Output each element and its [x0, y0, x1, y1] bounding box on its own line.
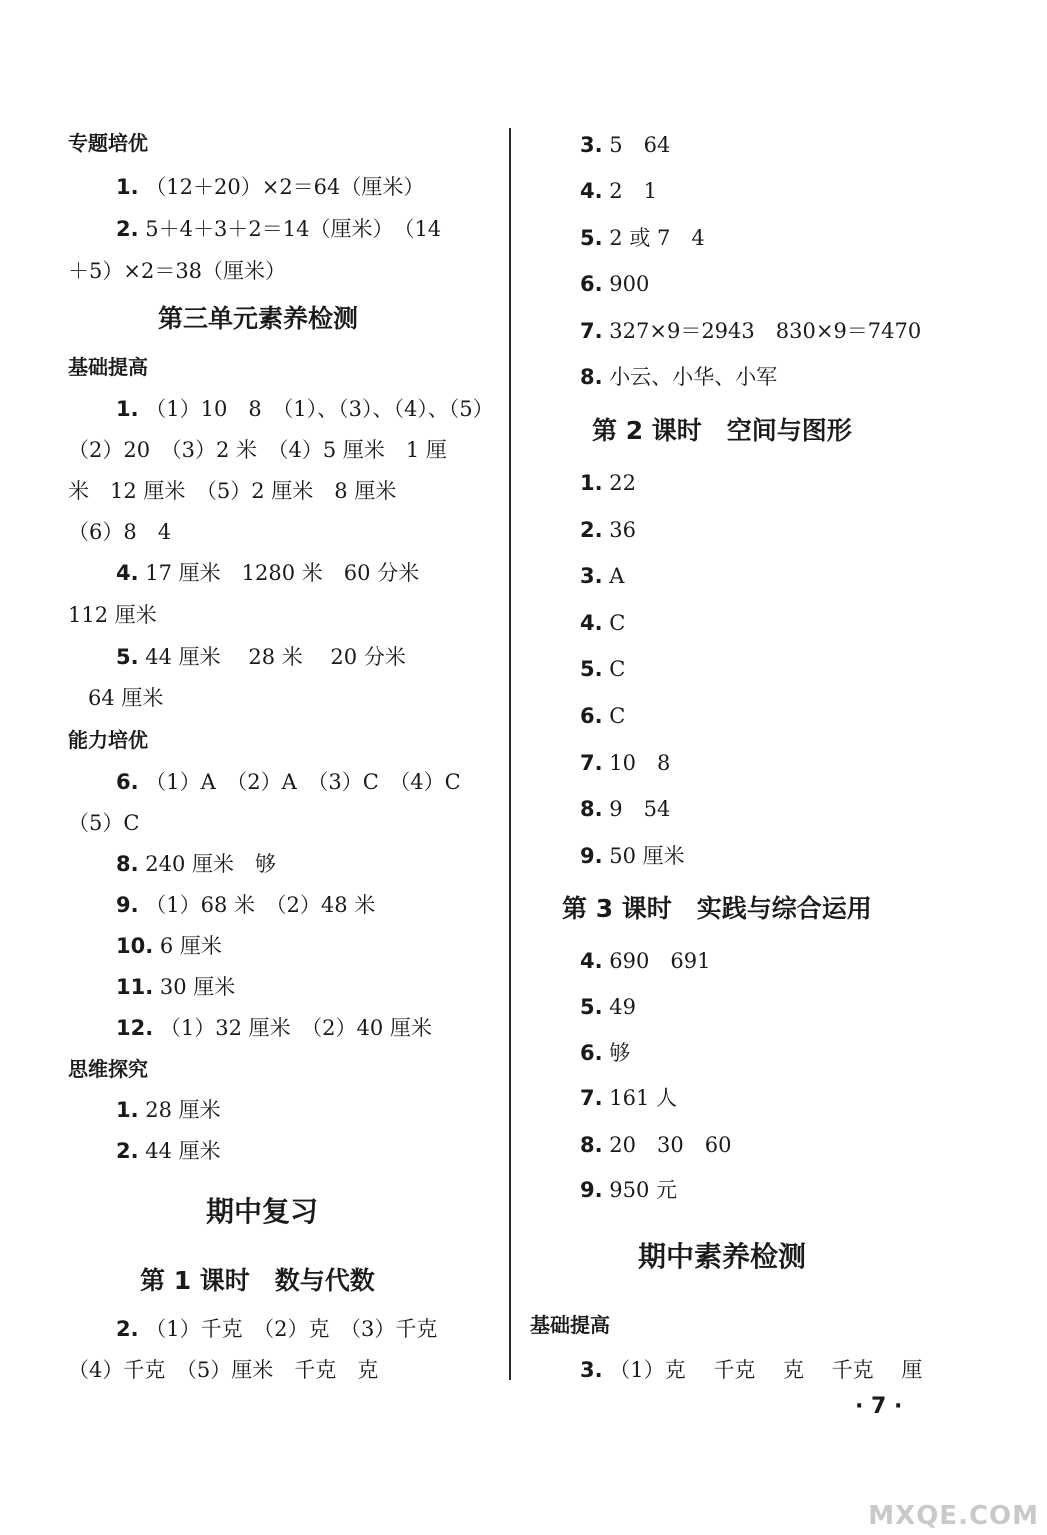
section-label: 能力培优	[68, 728, 148, 752]
answer-line: 12. （1）32 厘米 （2）40 厘米	[116, 1016, 432, 1040]
answer-line: （6）8 4	[68, 520, 172, 544]
answer-line: 9. 950 元	[580, 1178, 678, 1202]
answer-line: 9. （1）68 米 （2）48 米	[116, 893, 376, 917]
column-divider	[509, 128, 511, 1380]
answer-line: 6. 900	[580, 272, 650, 296]
answer-line: 4. 690 691	[580, 949, 711, 973]
lesson-heading: 第 1 课时 数与代数	[140, 1266, 375, 1295]
answer-line: 10. 6 厘米	[116, 934, 222, 958]
answer-line: 3. 5 64	[580, 133, 671, 157]
answer-line: （4）千克 （5）厘米 千克 克	[68, 1358, 379, 1382]
answer-line: 3. （1）克 千克 克 千克 厘	[580, 1358, 923, 1382]
site-watermark: MXQE.COM	[868, 1501, 1039, 1531]
answer-line: （5）C	[68, 811, 140, 835]
answer-line: 8. 9 54	[580, 797, 671, 821]
answer-line: 3. A	[580, 564, 625, 588]
answer-line: 6. 够	[580, 1041, 631, 1065]
answer-line: 8. 小云、小华、小军	[580, 365, 778, 389]
chapter-heading: 期中复习	[206, 1195, 319, 1228]
page-number: · 7 ·	[855, 1394, 903, 1419]
answer-line: 5. 2 或 7 4	[580, 226, 705, 250]
answer-line: 7. 327×9＝2943 830×9＝7470	[580, 319, 922, 343]
answer-line: 11. 30 厘米	[116, 975, 236, 999]
answer-line: 4. 2 1	[580, 179, 658, 203]
answer-line: 4. C	[580, 611, 626, 635]
answer-line: 7. 161 人	[580, 1086, 678, 1110]
answer-line: 2. 44 厘米	[116, 1139, 221, 1163]
answer-line: 1. （12＋20）×2＝64（厘米）	[116, 175, 425, 199]
section-label: 基础提高	[68, 355, 148, 379]
answer-line: 112 厘米	[68, 603, 157, 627]
section-label: 思维探究	[68, 1057, 148, 1081]
answer-line: 8. 240 厘米 够	[116, 852, 277, 876]
answer-line: 1. 28 厘米	[116, 1098, 221, 1122]
answer-line: 2. （1）千克 （2）克 （3）千克	[116, 1317, 438, 1341]
lesson-heading: 第 3 课时 实践与综合运用	[562, 894, 872, 923]
chapter-heading: 期中素养检测	[638, 1240, 807, 1273]
answer-line: 5. 49	[580, 995, 637, 1019]
answer-line: 1. 22	[580, 471, 637, 495]
answer-line: （2）20 （3）2 米 （4）5 厘米 1 厘	[68, 438, 447, 462]
answer-line: 8. 20 30 60	[580, 1133, 732, 1157]
answer-line: 5. 44 厘米 28 米 20 分米	[116, 645, 406, 669]
lesson-heading: 第 2 课时 空间与图形	[592, 416, 852, 445]
answer-line: 5. C	[580, 657, 626, 681]
unit-heading: 第三单元素养检测	[158, 304, 359, 333]
section-label: 基础提高	[530, 1313, 610, 1337]
answer-line: 2. 5＋4＋3＋2＝14（厘米） （14	[116, 217, 442, 241]
answer-line: 9. 50 厘米	[580, 844, 685, 868]
answer-line: 4. 17 厘米 1280 米 60 分米	[116, 561, 420, 585]
section-label: 专题培优	[68, 131, 148, 155]
answer-line: 64 厘米	[88, 686, 164, 710]
answer-line: 6. （1）A （2）A （3）C （4）C	[116, 770, 461, 794]
answer-line: 1. （1）10 8 （1）、（3）、（4）、（5）	[116, 397, 494, 421]
answer-line: ＋5）×2＝38（厘米）	[68, 259, 287, 283]
answer-line: 6. C	[580, 704, 626, 728]
answer-line: 2. 36	[580, 518, 637, 542]
answer-line: 米 12 厘米 （5）2 厘米 8 厘米	[68, 479, 397, 503]
answer-line: 7. 10 8	[580, 751, 671, 775]
